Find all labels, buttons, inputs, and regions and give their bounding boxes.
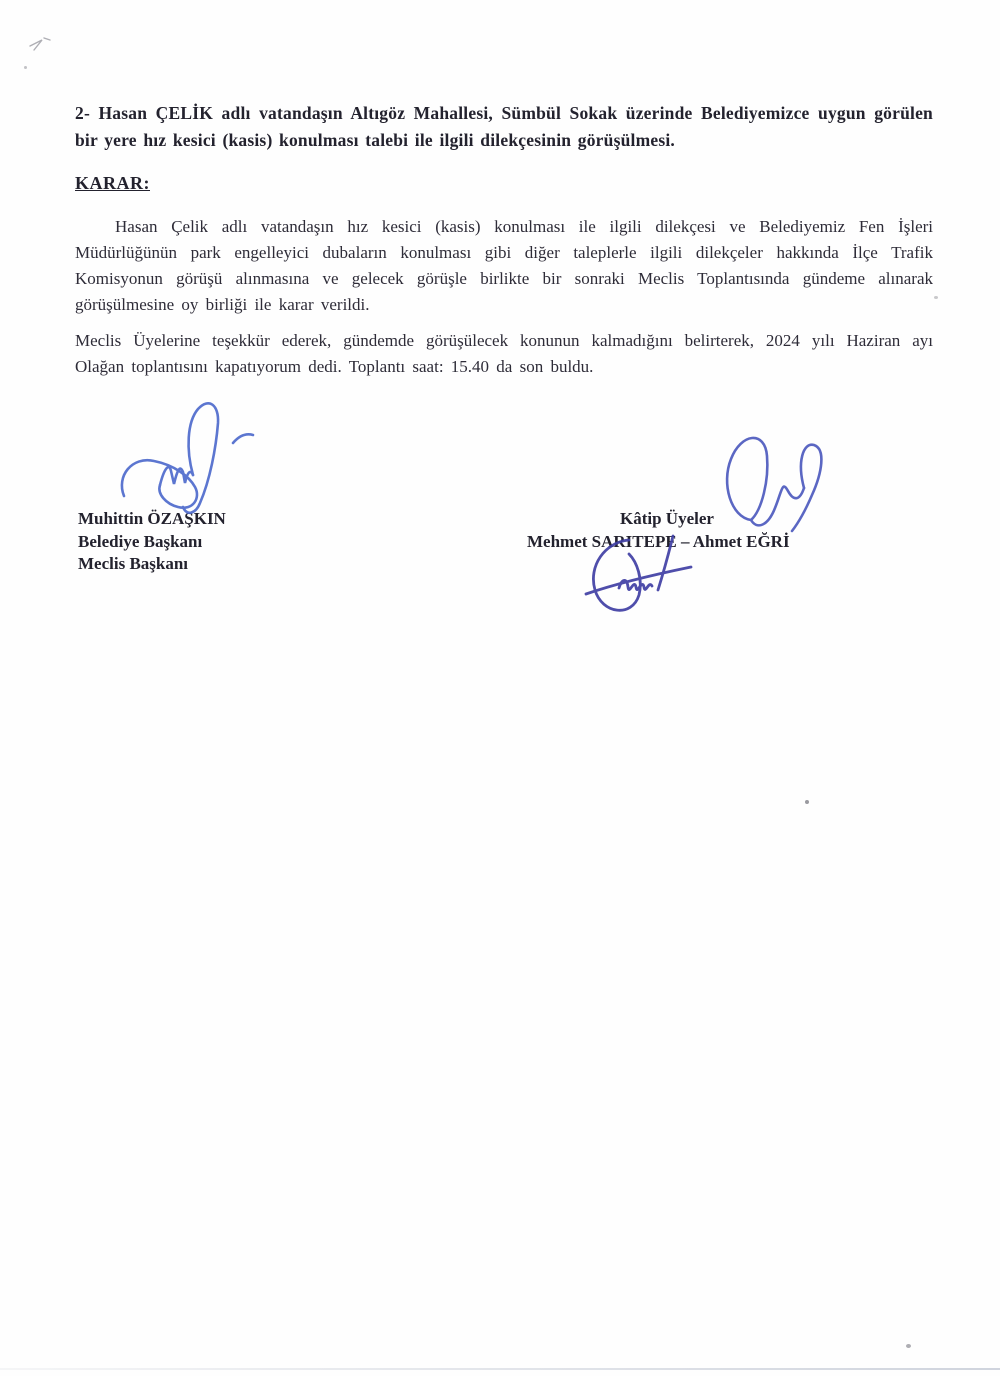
signatory-left-title-1: Belediye Başkanı [78,531,203,551]
scan-artifact-topleft [18,24,68,69]
scan-edge-line [0,1368,1000,1370]
signatory-right-names: Mehmet SARITEPE – Ahmet EĞRİ [527,532,790,551]
scan-speck-3 [906,1344,911,1348]
decision-paragraph: Hasan Çelik adlı vatandaşın hız kesici (kasis) konulması ile ilgili dilekçesi ve Belediyemiz Fen İşleri Müdürlüğünün park engelleyici dubaların konulması gibi diğer taleplerle ilgili dilekçeler hakkında İlçe Trafik Komisyonun görüşü alınmasına ve gelecek görüşle birlikte bir sonraki Meclis Toplantısında gündeme alınarak görüşülmesine oy birliği ile karar verildi. [75,217,933,314]
closing-paragraph: Meclis Üyelerine teşekkür ederek, gündemde görüşülecek konunun kalmadığını belirterek, 2024 yılı Haziran ayı Olağan toplantısını kapatıyorum dedi. Toplantı saat: 15.40 da son buldu. [75,331,933,376]
handwritten-signature-right-upper [693,414,863,546]
signatory-left-title-2: Meclis Başkanı [78,554,189,573]
scan-speck-2 [934,296,938,299]
scan-speck-4 [24,66,27,69]
decision-heading: KARAR: [75,173,150,193]
signatory-left-name: Muhittin ÖZAŞKIN [78,509,226,528]
scan-speck-1 [805,800,809,804]
signatory-right-role: Kâtip Üyeler [620,509,714,528]
agenda-item-paragraph: 2- Hasan ÇELİK adlı vatandaşın Altıgöz Mahallesi, Sümbül Sokak üzerinde Belediyemizce uygun görülen bir yere hız kesici (kasis) konulması talebi ile ilgili dilekçesinin görüşülmesi. [75,103,933,150]
signatory-left-block [78,508,226,576]
